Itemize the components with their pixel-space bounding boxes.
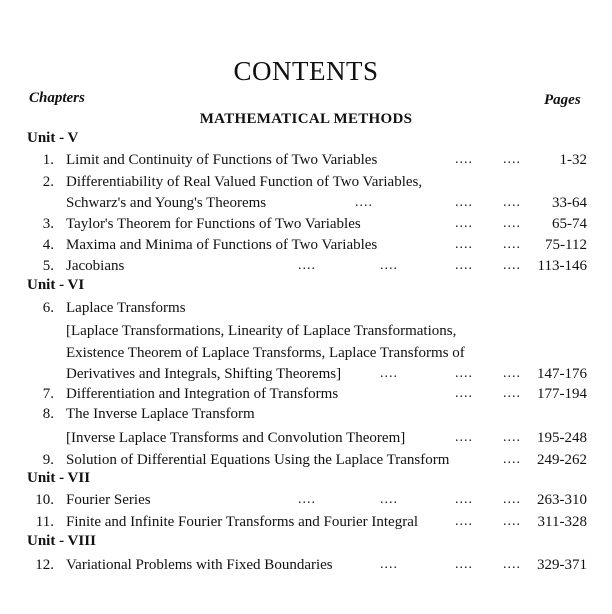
entry-pages: 33-64 <box>552 195 587 211</box>
leader-dots: .... <box>503 366 521 381</box>
unit-heading: Unit - V <box>27 130 79 146</box>
unit-heading: Unit - VIII <box>27 533 96 549</box>
entry-title-continued: [Inverse Laplace Transforms and Convolution Theorem] <box>66 430 406 446</box>
leader-dots: .... <box>503 557 521 572</box>
entry-title-continued: [Laplace Transformations, Linearity of Laplace Transformations, <box>66 323 457 339</box>
entry-number: 6. <box>42 300 54 316</box>
leader-dots: .... <box>380 366 398 381</box>
entry-title: Laplace Transforms <box>66 300 186 316</box>
entry-pages: 329-371 <box>537 557 587 573</box>
entry-title: Maxima and Minima of Functions of Two Variables <box>66 237 378 253</box>
entry-number: 8. <box>42 406 54 422</box>
leader-dots: .... <box>455 216 473 231</box>
entry-number: 9. <box>42 452 54 468</box>
entry-number: 1. <box>42 152 54 168</box>
entry-number: 11. <box>35 514 54 530</box>
entry-title: The Inverse Laplace Transform <box>66 406 255 422</box>
entry-pages: 311-328 <box>537 514 587 530</box>
entry-pages: 263-310 <box>537 492 587 508</box>
unit-heading: Unit - VI <box>27 277 85 293</box>
entry-title-continued: Schwarz's and Young's Theorems <box>66 195 267 211</box>
leader-dots: .... <box>503 152 521 167</box>
entry-title: Jacobians <box>66 258 125 274</box>
leader-dots: .... <box>503 237 521 252</box>
leader-dots: .... <box>455 514 473 529</box>
section-heading: MATHEMATICAL METHODS <box>199 111 413 127</box>
leader-dots: .... <box>455 430 473 445</box>
leader-dots: .... <box>298 258 316 273</box>
entry-title: Differentiation and Integration of Transforms <box>66 386 339 402</box>
leader-dots: .... <box>455 152 473 167</box>
unit-heading: Unit - VII <box>27 470 91 486</box>
leader-dots: .... <box>503 195 521 210</box>
entry-title: Fourier Series <box>66 492 151 508</box>
entry-pages: 65-74 <box>552 216 587 232</box>
leader-dots: .... <box>503 430 521 445</box>
leader-dots: .... <box>503 514 521 529</box>
entry-title: Variational Problems with Fixed Boundaries <box>66 557 333 573</box>
entry-pages: 177-194 <box>537 386 587 402</box>
entry-number: 3. <box>42 216 54 232</box>
entry-pages: 75-112 <box>545 237 587 253</box>
entry-number: 12. <box>35 557 54 573</box>
entry-number: 7. <box>42 386 54 402</box>
entry-pages: 249-262 <box>537 452 587 468</box>
entry-pages: 113-146 <box>537 258 587 274</box>
leader-dots: .... <box>455 386 473 401</box>
entry-title-continued: Derivatives and Integrals, Shifting Theorems] <box>66 366 342 382</box>
pages-header: Pages <box>544 92 581 108</box>
leader-dots: .... <box>503 258 521 273</box>
entry-number: 10. <box>35 492 54 508</box>
entry-title-continued: Existence Theorem of Laplace Transforms, Laplace Transforms of <box>66 345 465 361</box>
entry-number: 5. <box>42 258 54 274</box>
leader-dots: .... <box>455 492 473 507</box>
entry-title: Limit and Continuity of Functions of Two Variables <box>66 152 378 168</box>
leader-dots: .... <box>503 216 521 231</box>
entry-title: Solution of Differential Equations Using the Laplace Transform <box>66 452 450 468</box>
leader-dots: .... <box>298 492 316 507</box>
entry-pages: 195-248 <box>537 430 587 446</box>
leader-dots: .... <box>503 452 521 467</box>
leader-dots: .... <box>380 492 398 507</box>
entry-pages: 1-32 <box>559 152 587 168</box>
leader-dots: .... <box>503 492 521 507</box>
entry-title: Finite and Infinite Fourier Transforms and Fourier Integral <box>66 514 419 530</box>
chapters-header: Chapters <box>29 90 85 106</box>
leader-dots: .... <box>455 237 473 252</box>
leader-dots: .... <box>380 258 398 273</box>
leader-dots: .... <box>455 195 473 210</box>
entry-title: Differentiability of Real Valued Function of Two Variables, <box>66 174 423 190</box>
leader-dots: .... <box>380 557 398 572</box>
leader-dots: .... <box>455 258 473 273</box>
page-title: CONTENTS <box>233 56 379 86</box>
entry-number: 4. <box>42 237 54 253</box>
entry-title: Taylor's Theorem for Functions of Two Variables <box>66 216 361 232</box>
entry-pages: 147-176 <box>537 366 587 382</box>
leader-dots: .... <box>455 557 473 572</box>
entry-number: 2. <box>42 174 54 190</box>
leader-dots: .... <box>455 366 473 381</box>
leader-dots: .... <box>355 195 373 210</box>
leader-dots: .... <box>503 386 521 401</box>
